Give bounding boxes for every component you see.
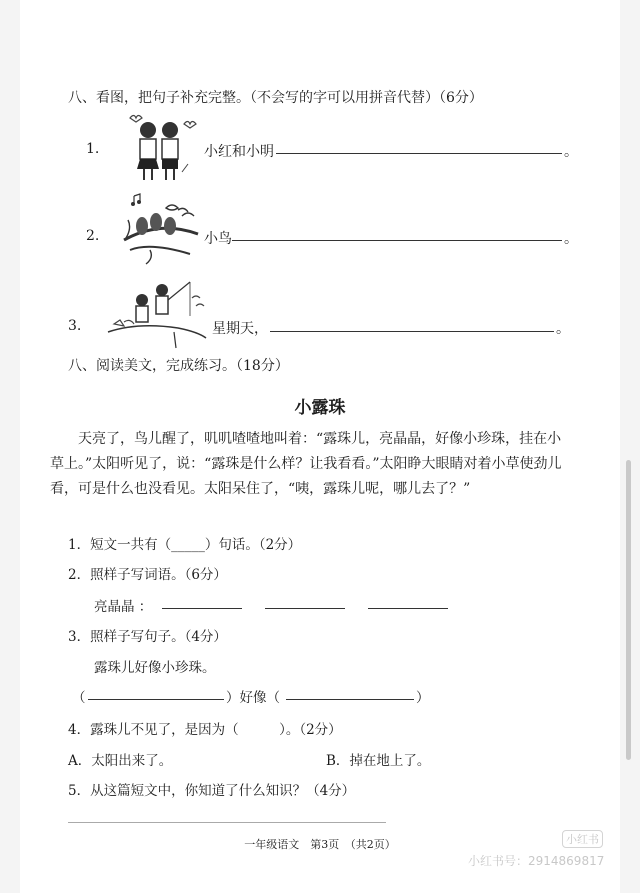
q2-example: 亮晶晶 ： [94,599,153,615]
q3-open-paren: （ [72,690,86,706]
page-footer: 一年级语文 第3页 （共2页） [244,838,396,851]
watermark-logo: 小红书 [562,830,603,848]
item3-answer-line[interactable] [270,331,554,332]
q2-blank-2[interactable] [265,608,345,609]
children-picture [126,112,200,184]
q3-blank-2[interactable] [286,699,414,700]
watermark-id: 小红书号：2914869817 [468,854,605,868]
item3-prefix: 星期天， [212,321,268,337]
item-number-2: 2. [86,228,100,244]
question-1: 1．短文一共有（_____）句话。（2分） [68,537,302,553]
item1-prefix: 小红和小明 [204,144,274,160]
question-3: 3．照样子写句子。（4分） [68,629,227,645]
question-2: 2．照样子写词语。（6分） [68,567,227,583]
item1-answer-line[interactable] [276,153,562,154]
item-number-1: 1. [86,141,100,157]
q3-close-paren: ） [416,690,430,706]
item2-period: 。 [564,231,578,247]
scrollbar-thumb[interactable] [626,460,631,760]
story-title: 小露珠 [294,398,346,418]
section-title-picture-sentences: 八、看图，把句子补充完整。（不会写的字可以用拼音代替）（6分） [68,90,483,106]
q4-option-b[interactable]: B．掉在地上了。 [326,753,431,769]
q2-blank-3[interactable] [368,608,448,609]
question-4: 4．露珠儿不见了，是因为（ ）。（2分） [68,722,342,738]
birds-on-branch-picture [120,190,200,266]
item1-period: 。 [564,144,578,160]
item3-period: 。 [556,321,570,337]
fishing-picture [104,276,210,350]
q2-blank-1[interactable] [162,608,242,609]
item2-prefix: 小鸟 [204,231,232,247]
item-number-3: 3. [68,318,82,334]
q3-example: 露珠儿好像小珍珠。 [94,660,216,676]
section-title-reading: 八、阅读美文，完成练习。（18分） [68,358,289,374]
q3-middle: ）好像（ [226,690,280,706]
item2-answer-line[interactable] [232,240,562,241]
q4-option-a[interactable]: A．太阳出来了。 [68,753,173,769]
story-paragraph: 天亮了，鸟儿醒了，叽叽喳喳地叫着：“露珠儿，亮晶晶，好像小珍珠，挂在小草上。”太阳听见了，说：“露珠是什么样？让我看看。”太阳睁大眼睛对着小草使劲儿看，可是什么也没看见。太阳呆住了，“咦，露珠儿呢，哪儿去了？” [50,431,562,497]
answer-divider[interactable] [68,822,386,823]
q3-blank-1[interactable] [88,699,224,700]
question-5: 5．从这篇短文中，你知道了什么知识？（4分） [68,783,356,799]
